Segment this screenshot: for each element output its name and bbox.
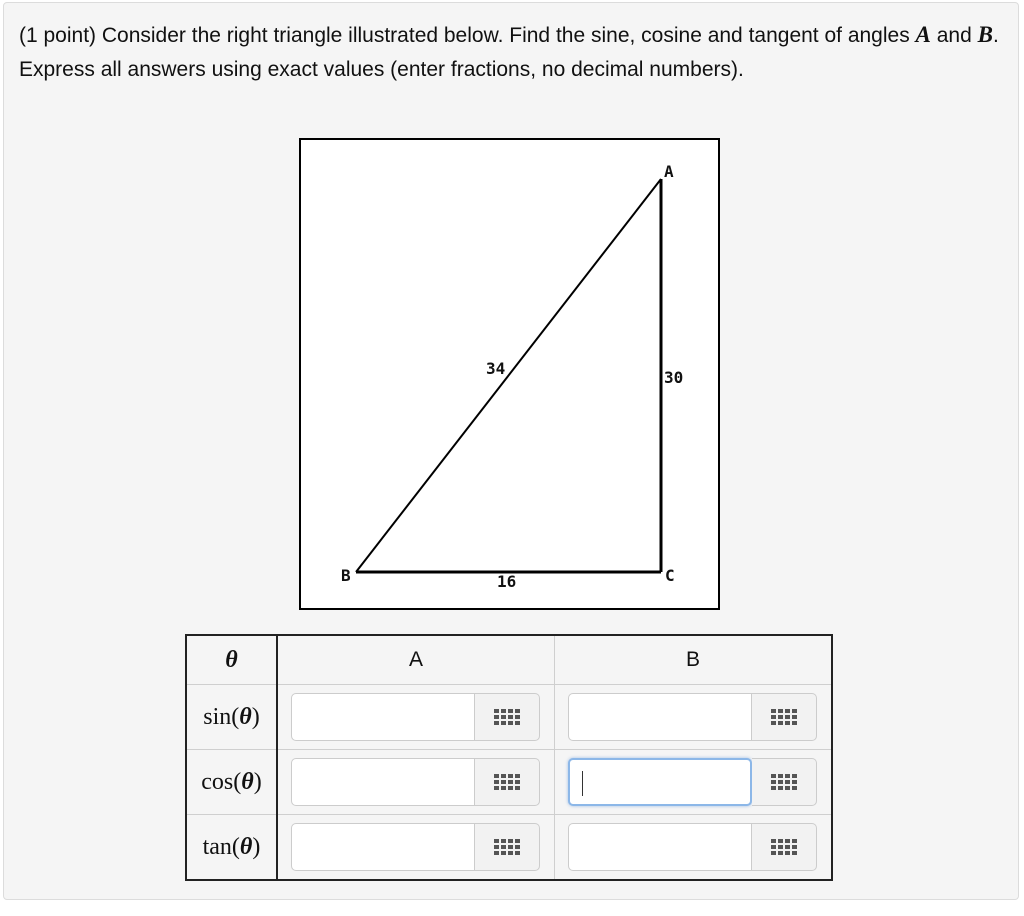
header-theta: θ xyxy=(186,635,277,685)
cell-tan-A xyxy=(277,815,555,881)
cos-A-palette-button[interactable] xyxy=(475,758,540,806)
triangle-svg xyxy=(301,140,718,608)
cos-A-input[interactable] xyxy=(291,758,475,806)
vertical-side-length-label: 30 xyxy=(664,368,684,387)
header-angle-A: A xyxy=(277,635,555,685)
answer-group-sin-B xyxy=(568,693,818,741)
sin-A-palette-button[interactable] xyxy=(475,693,540,741)
text-caret xyxy=(582,771,583,796)
vertex-A-label: A xyxy=(664,162,674,181)
row-label-tan: tan(θ) xyxy=(186,815,277,881)
problem-statement: (1 point) Consider the right triangle illustrated below. Find the sine, cosine and tangent of angles A and B. Express all answers using exact values (enter fractions, no decimal numbers). xyxy=(19,22,999,81)
tan-B-palette-button[interactable] xyxy=(752,823,817,871)
answer-group-sin-A xyxy=(291,693,541,741)
table-row-tan xyxy=(186,815,832,881)
vertex-C-label: C xyxy=(665,566,675,585)
grid-icon xyxy=(771,709,797,725)
answer-group-cos-B xyxy=(568,758,818,806)
header-angle-B: B xyxy=(555,635,833,685)
table-row-cos xyxy=(186,750,832,815)
hypotenuse-length-label: 34 xyxy=(486,359,506,378)
cell-sin-A xyxy=(277,685,555,750)
triangle-figure xyxy=(299,138,720,610)
sin-A-input[interactable] xyxy=(291,693,475,741)
sin-B-palette-button[interactable] xyxy=(752,693,817,741)
vertex-B-label: B xyxy=(341,566,351,585)
sin-B-input[interactable] xyxy=(568,693,752,741)
row-label-sin: sin(θ) xyxy=(186,685,277,750)
grid-icon xyxy=(494,709,520,725)
cell-tan-B xyxy=(555,815,833,881)
answer-group-tan-A xyxy=(291,823,541,871)
answer-group-cos-A xyxy=(291,758,541,806)
table-header-row xyxy=(186,635,832,685)
cell-cos-B xyxy=(555,750,833,815)
answer-group-tan-B xyxy=(568,823,818,871)
cell-sin-B xyxy=(555,685,833,750)
answer-table xyxy=(185,634,833,881)
tan-B-input[interactable] xyxy=(568,823,752,871)
grid-icon xyxy=(771,774,797,790)
angle-B-symbol: B xyxy=(977,22,993,47)
angle-A-symbol: A xyxy=(915,22,931,47)
cos-B-input-focused[interactable] xyxy=(568,758,752,806)
row-label-cos: cos(θ) xyxy=(186,750,277,815)
side-AB-hypotenuse xyxy=(356,179,661,572)
grid-icon xyxy=(494,774,520,790)
table-row-sin xyxy=(186,685,832,750)
tan-A-palette-button[interactable] xyxy=(475,823,540,871)
base-length-label: 16 xyxy=(497,572,517,591)
grid-icon xyxy=(494,839,520,855)
tan-A-input[interactable] xyxy=(291,823,475,871)
cos-B-palette-button[interactable] xyxy=(752,758,817,806)
cell-cos-A xyxy=(277,750,555,815)
grid-icon xyxy=(771,839,797,855)
